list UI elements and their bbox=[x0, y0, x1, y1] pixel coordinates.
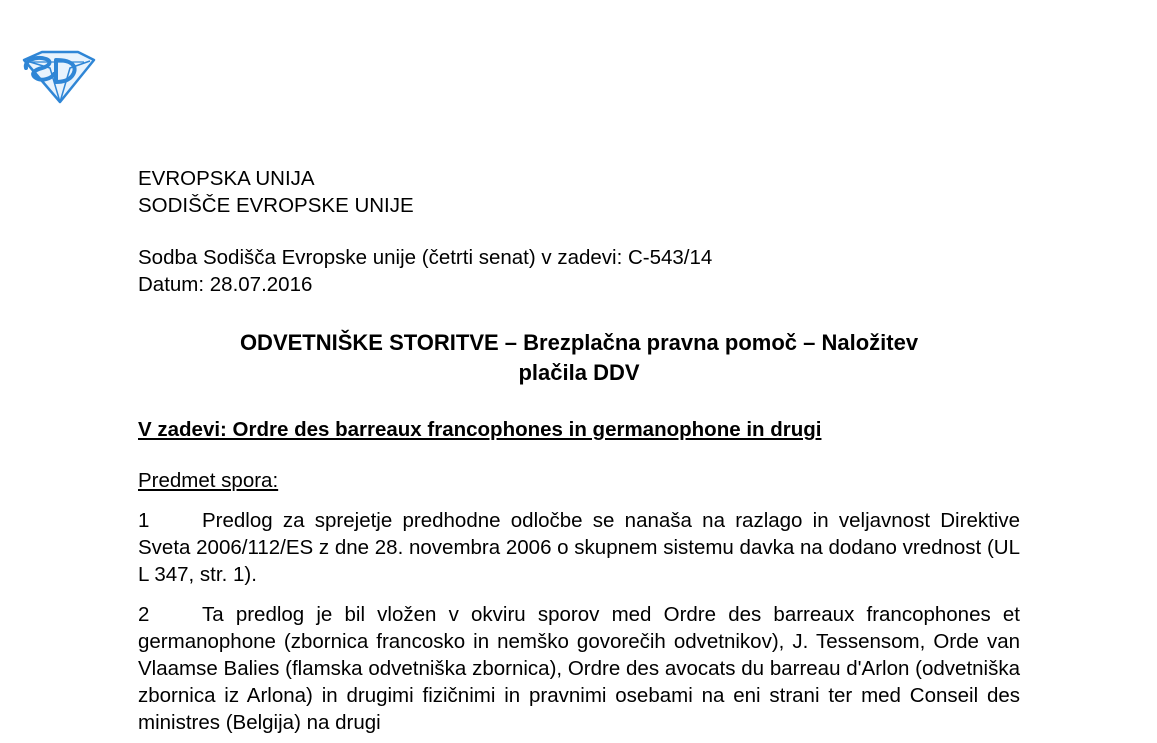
paragraph-2 bbox=[138, 601, 1020, 736]
document-body bbox=[138, 165, 1020, 736]
document-title-line-2: plačila DDV bbox=[518, 360, 640, 385]
paragraph-number: 2 bbox=[138, 603, 150, 626]
document-title bbox=[138, 328, 1020, 388]
sd-shield-logo-icon bbox=[20, 48, 96, 104]
paragraph-number: 1 bbox=[138, 509, 150, 532]
subject-heading: Predmet spora: bbox=[138, 469, 279, 492]
paragraph-1 bbox=[138, 507, 1020, 588]
court-union-name: EVROPSKA UNIJA bbox=[138, 167, 315, 190]
spacer bbox=[138, 219, 1020, 244]
judgment-date: Datum: 28.07.2016 bbox=[138, 273, 313, 296]
document-title-line-1: ODVETNIŠKE STORITVE – Brezplačna pravna pomoč – Naložitev bbox=[239, 330, 919, 355]
judgment-reference: Sodba Sodišča Evropske unije (četrti senat) v zadevi: C-543/14 bbox=[138, 246, 713, 269]
case-heading: V zadevi: Ordre des barreaux francophones in germanophone in drugi bbox=[138, 418, 822, 441]
paragraph-text: Ta predlog je bil vložen v okviru sporov med Ordre des barreaux francophones et germanophone (zbornica francosko in nemško govorečih odvetnikov), J. Tessensom, Orde van Vlaamse Balies (flamska odvetniška zbornica), Ordre des avocats du barreau d'Arlon (odvetniška zbornica iz Arlona) in drugimi fizičnimi in pravnimi osebami na eni strani ter med Conseil des ministres (Belgija) na drugi bbox=[138, 603, 1020, 734]
court-name: SODIŠČE EVROPSKE UNIJE bbox=[138, 194, 414, 217]
paragraph-text: Predlog za sprejetje predhodne odločbe se nanaša na razlago in veljavnost Direktive Sveta 2006/112/ES z dne 28. novembra 2006 o skupnem sistemu davka na dodano vrednost (UL L 347, str. 1). bbox=[138, 509, 1020, 586]
